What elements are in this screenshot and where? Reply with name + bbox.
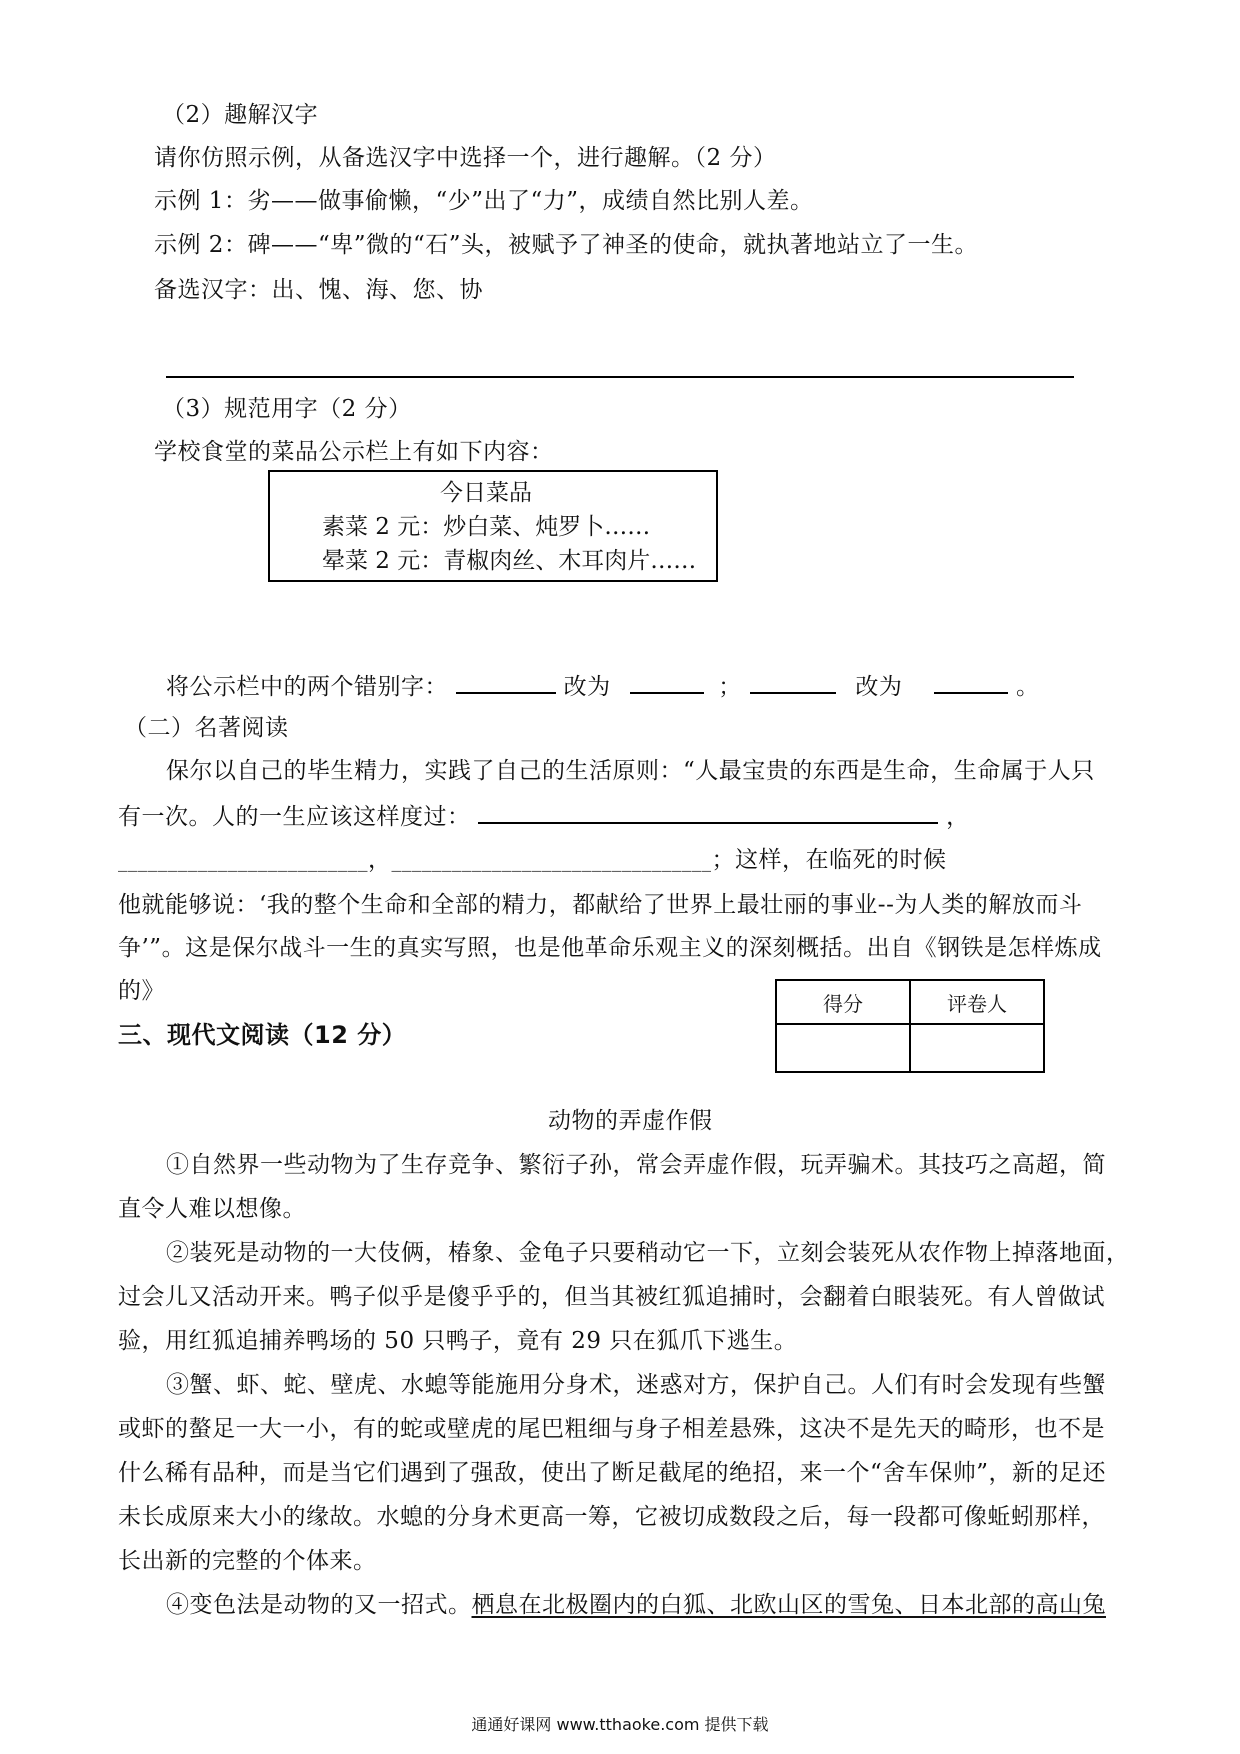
article-p4-plain: ④变色法是动物的又一招式。 — [166, 1592, 472, 1618]
classics-line-2-prefix: 有一次。人的一生应该这样度过： — [118, 804, 471, 830]
article-p1-line-1: ①自然界一些动物为了生存竞争、繁衍子孙，常会弄虚作假，玩弄骗术。其技巧之高超，简 — [166, 1152, 1106, 1178]
classics-line-3-comma: ， — [368, 847, 392, 873]
grader-cell[interactable] — [910, 1024, 1044, 1072]
typo-blank-2[interactable] — [630, 670, 704, 694]
menu-line-1: 素菜 2 元：炒白菜、炖罗卜…… — [322, 514, 651, 540]
classics-line-3-suffix: ；这样，在临死的时候 — [711, 847, 947, 873]
quote-blank-3[interactable]: ________________________________ — [391, 850, 712, 872]
article-p4-line-1 — [166, 1590, 1106, 1620]
article-p2-line-2: 过会儿又活动开来。鸭子似乎是傻乎乎的，但当其被红狐追捕时，会翻着白眼装死。有人曾做试 — [118, 1284, 1105, 1310]
answer-line[interactable] — [166, 376, 1074, 378]
typo-blank-1[interactable] — [456, 670, 556, 694]
part3-heading: 三、现代文阅读（12 分） — [118, 1021, 407, 1049]
typo-blank-3[interactable] — [750, 670, 836, 694]
classics-line-2-suffix: ， — [946, 804, 970, 830]
classics-line-5: 争’”。这是保尔战斗一生的真实写照，也是他革命乐观主义的深刻概括。出自《钢铁是怎样炼成 — [118, 935, 1102, 961]
article-p2-line-1: ②装死是动物的一大伎俩，椿象、金龟子只要稍动它一下，立刻会装死从农作物上掉落地面， — [166, 1240, 1130, 1266]
classics-line-2 — [118, 800, 970, 832]
section3-heading: （3）规范用字（2 分） — [162, 396, 412, 422]
classics-line-4: 他就能够说：‘我的整个生命和全部的精力，都献给了世界上最壮丽的事业--为人类的解放而斗 — [118, 892, 1083, 918]
grader-header: 评卷人 — [910, 980, 1044, 1024]
article-title: 动物的弄虚作假 — [548, 1108, 713, 1134]
menu-line-2: 晕菜 2 元：青椒肉丝、木耳肉片…… — [322, 548, 697, 574]
classics-heading: （二）名著阅读 — [124, 715, 289, 741]
menu-title: 今日菜品 — [440, 480, 532, 506]
article-p3-line-4: 未长成原来大小的缘故。水螅的分身术更高一筹，它被切成数段之后，每一段都可像蚯蚓那样， — [118, 1504, 1105, 1530]
menu-notice-box — [268, 470, 718, 582]
page-footer: 通通好课网 www.tthaoke.com 提供下载 — [471, 1715, 769, 1734]
section3-intro: 学校食堂的菜品公示栏上有如下内容： — [154, 439, 554, 465]
typo-separator: ； — [718, 674, 742, 700]
article-p3-line-5: 长出新的完整的个体来。 — [118, 1548, 377, 1574]
typo-question — [166, 670, 1040, 702]
article-p2-line-3: 验，用红狐追捕养鸭场的 50 只鸭子，竟有 29 只在狐爪下逃生。 — [118, 1328, 798, 1354]
section2-candidates: 备选汉字：出、愧、海、您、协 — [154, 277, 483, 303]
article-p4-underlined: 栖息在北极圈内的白狐、北欧山区的雪兔、日本北部的高山兔 — [471, 1592, 1106, 1618]
score-table — [775, 979, 1045, 1073]
change-to-1: 改为 — [563, 674, 611, 700]
classics-line-1: 保尔以自己的毕生精力，实践了自己的生活原则：“人最宝贵的东西是生命，生命属于人只 — [166, 758, 1095, 784]
section2-example2: 示例 2：碑——“卑”微的“石”头，被赋予了神圣的使命，就执著地站立了一生。 — [154, 232, 978, 258]
section2-example1: 示例 1：劣——做事偷懒，“少”出了“力”，成绩自然比别人差。 — [154, 188, 814, 214]
section2-instruction: 请你仿照示例，从备选汉字中选择一个，进行趣解。（2 分） — [154, 145, 777, 171]
classics-line-6: 的》 — [118, 978, 165, 1004]
section2-heading: （2）趣解汉字 — [162, 102, 319, 128]
score-header: 得分 — [776, 980, 910, 1024]
typo-blank-4[interactable] — [934, 670, 1008, 694]
score-cell[interactable] — [776, 1024, 910, 1072]
quote-blank-2[interactable]: _________________________ — [118, 850, 368, 872]
article-p1-line-2: 直令人难以想像。 — [118, 1196, 306, 1222]
article-p3-line-2: 或虾的螯足一大一小，有的蛇或壁虎的尾巴粗细与身子相差悬殊，这决不是先天的畸形，也不是 — [118, 1416, 1105, 1442]
typo-end: 。 — [1016, 674, 1040, 700]
article-p3-line-1: ③蟹、虾、蛇、壁虎、水螅等能施用分身术，迷惑对方，保护自己。人们有时会发现有些蟹 — [166, 1372, 1106, 1398]
article-p3-line-3: 什么稀有品种，而是当它们遇到了强敌，使出了断足截尾的绝招，来一个“舍车保帅”，新的足还 — [118, 1460, 1107, 1486]
typo-question-prefix: 将公示栏中的两个错别字： — [166, 674, 448, 700]
classics-line-3 — [118, 845, 947, 876]
change-to-2: 改为 — [855, 674, 903, 700]
quote-blank-1[interactable] — [478, 800, 938, 824]
